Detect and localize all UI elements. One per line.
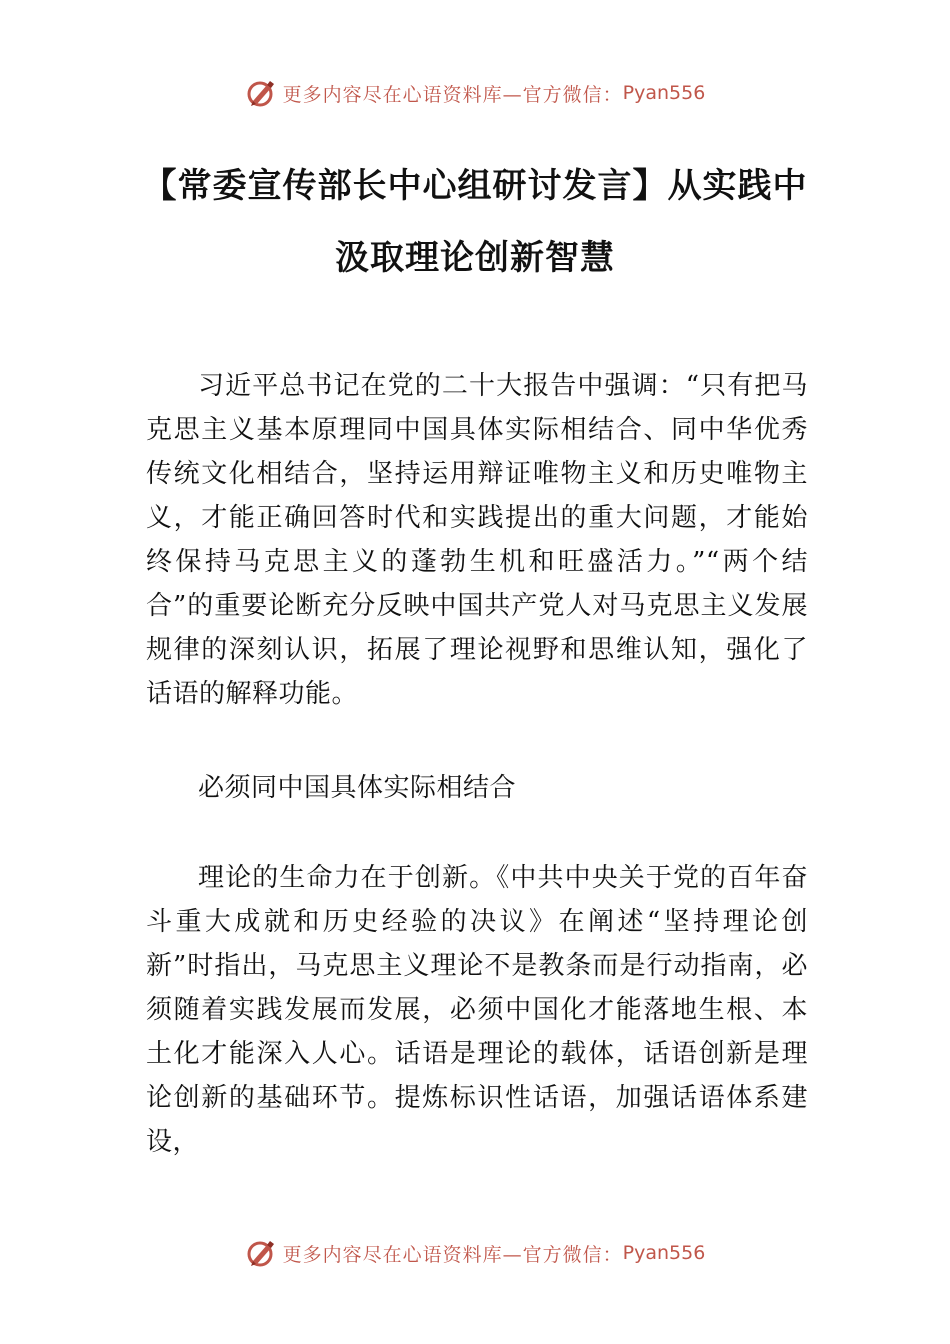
header-watermark	[0, 76, 950, 110]
watermark-text: 更多内容尽在心语资料库—官方微信：	[282, 83, 623, 106]
watermark-text: 更多内容尽在心语资料库—官方微信：	[282, 1243, 623, 1266]
pen-logo-icon	[245, 77, 277, 109]
body-paragraph-1	[146, 364, 808, 716]
paragraph-text: 习近平总书记在党的二十大报告中强调：“只有把马克思主义基本原理同中国具体实际相结合、同中华优秀传统文化相结合，坚持运用辩证唯物主义和历史唯物主义，才能正确回答时代和实践提出的重大问题，才能始终保持马克思主义的蓬勃生机和旺盛活力。”“两个结合”的重要论断充分反映中国共产党人对马克思主义发展规律的深刻认识，拓展了理论视野和思维认知，强化了话语的解释功能。	[146, 371, 808, 709]
section-heading	[146, 766, 808, 810]
document-title: 【常委宣传部长中心组研讨发言】从实践中汲取理论创新智慧	[142, 166, 808, 278]
watermark-wechat-id: Pyan556	[622, 82, 706, 104]
body-paragraph-2	[146, 856, 808, 1164]
section-heading-text: 必须同中国具体实际相结合	[198, 773, 517, 803]
watermark-wechat-id: Pyan556	[622, 1242, 706, 1264]
footer-watermark	[0, 1236, 950, 1270]
paragraph-text: 理论的生命力在于创新。《中共中央关于党的百年奋斗重大成就和历史经验的决议》在阐述“坚持理论创新”时指出，马克思主义理论不是教条而是行动指南，必须随着实践发展而发展，必须中国化才能落地生根、本土化才能深入人心。话语是理论的载体，话语创新是理论创新的基础环节。提炼标识性话语，加强话语体系建设，	[146, 863, 808, 1157]
pen-logo-icon	[245, 1237, 277, 1269]
